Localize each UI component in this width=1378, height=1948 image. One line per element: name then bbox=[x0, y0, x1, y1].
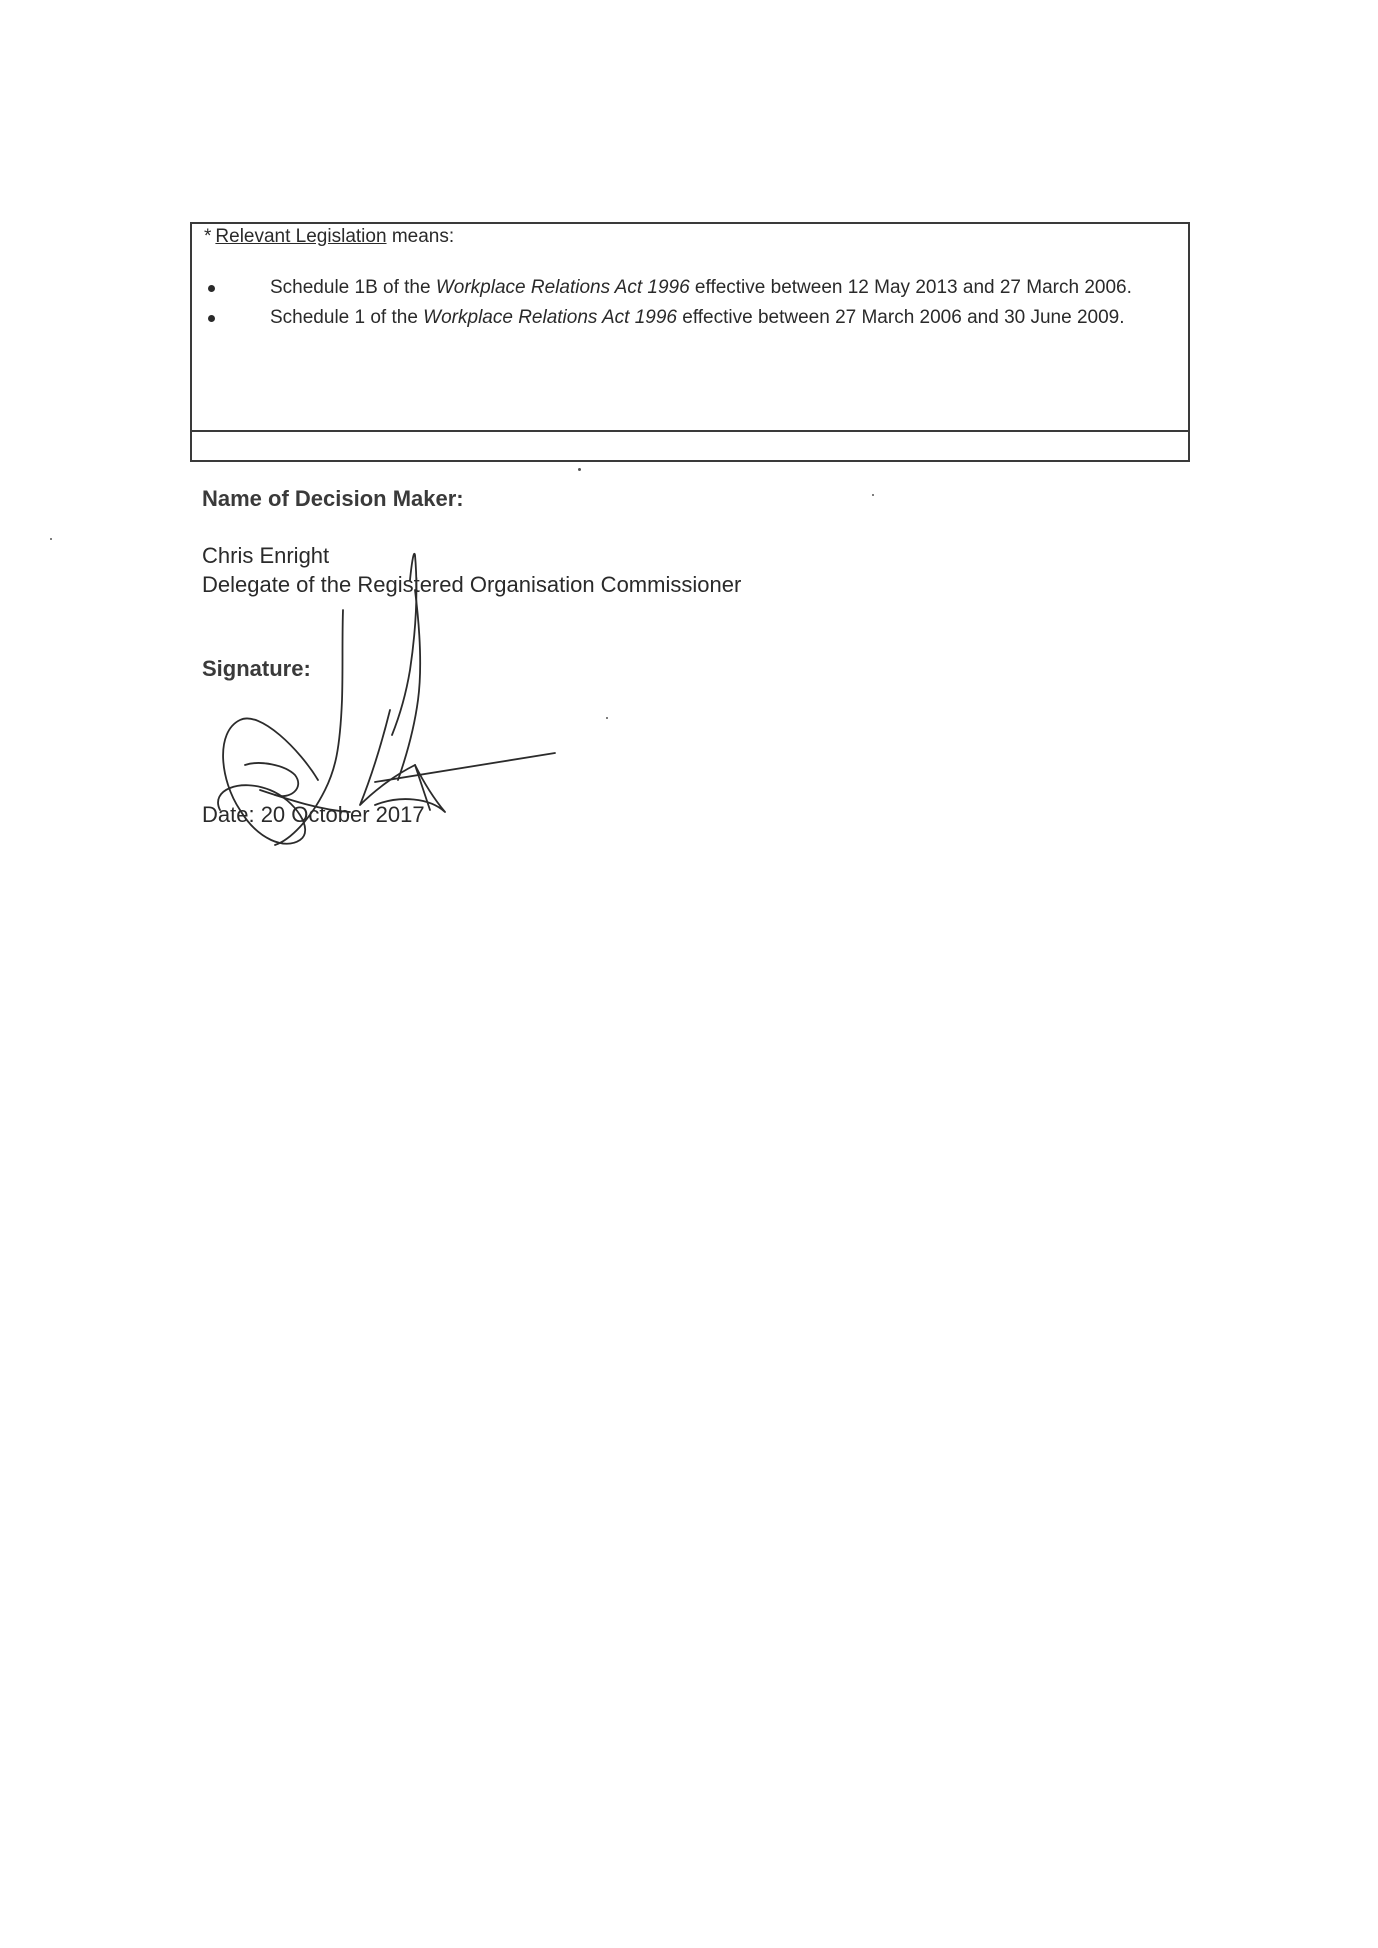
box-bottom-strip bbox=[190, 432, 1190, 462]
scan-speck bbox=[578, 468, 581, 471]
item-suffix: effective between 12 May 2013 and 27 March 2006. bbox=[689, 277, 1132, 298]
legislation-list bbox=[192, 276, 1192, 336]
scan-speck bbox=[50, 538, 52, 540]
bullet-icon bbox=[208, 285, 215, 292]
legislation-heading bbox=[204, 226, 454, 248]
item-prefix: Schedule 1B of the bbox=[270, 277, 436, 298]
decision-maker-name: Chris Enright bbox=[202, 543, 330, 568]
asterisk-marker: * bbox=[204, 226, 212, 247]
scan-speck bbox=[872, 494, 874, 496]
bullet-icon bbox=[208, 315, 215, 322]
legislation-means: means: bbox=[391, 226, 455, 247]
legislation-term: Relevant Legislation bbox=[215, 226, 387, 247]
decision-maker-role: Delegate of the Registered Organisation Commissioner bbox=[202, 572, 742, 597]
date-text: Date: 20 October 2017 bbox=[202, 802, 425, 827]
legislation-definition-box bbox=[190, 222, 1190, 432]
item-prefix: Schedule 1 of the bbox=[270, 307, 424, 328]
item-suffix: effective between 27 March 2006 and 30 June 2009. bbox=[676, 307, 1125, 328]
item-act-name: Workplace Relations Act 1996 bbox=[423, 307, 677, 328]
item-act-name: Workplace Relations Act 1996 bbox=[435, 277, 690, 298]
list-item bbox=[192, 306, 1192, 330]
handwritten-signature bbox=[200, 550, 580, 850]
decision-maker-heading: Name of Decision Maker: bbox=[202, 486, 464, 511]
scan-speck bbox=[606, 717, 608, 719]
signature-heading: Signature: bbox=[202, 656, 311, 681]
list-item bbox=[192, 276, 1192, 300]
